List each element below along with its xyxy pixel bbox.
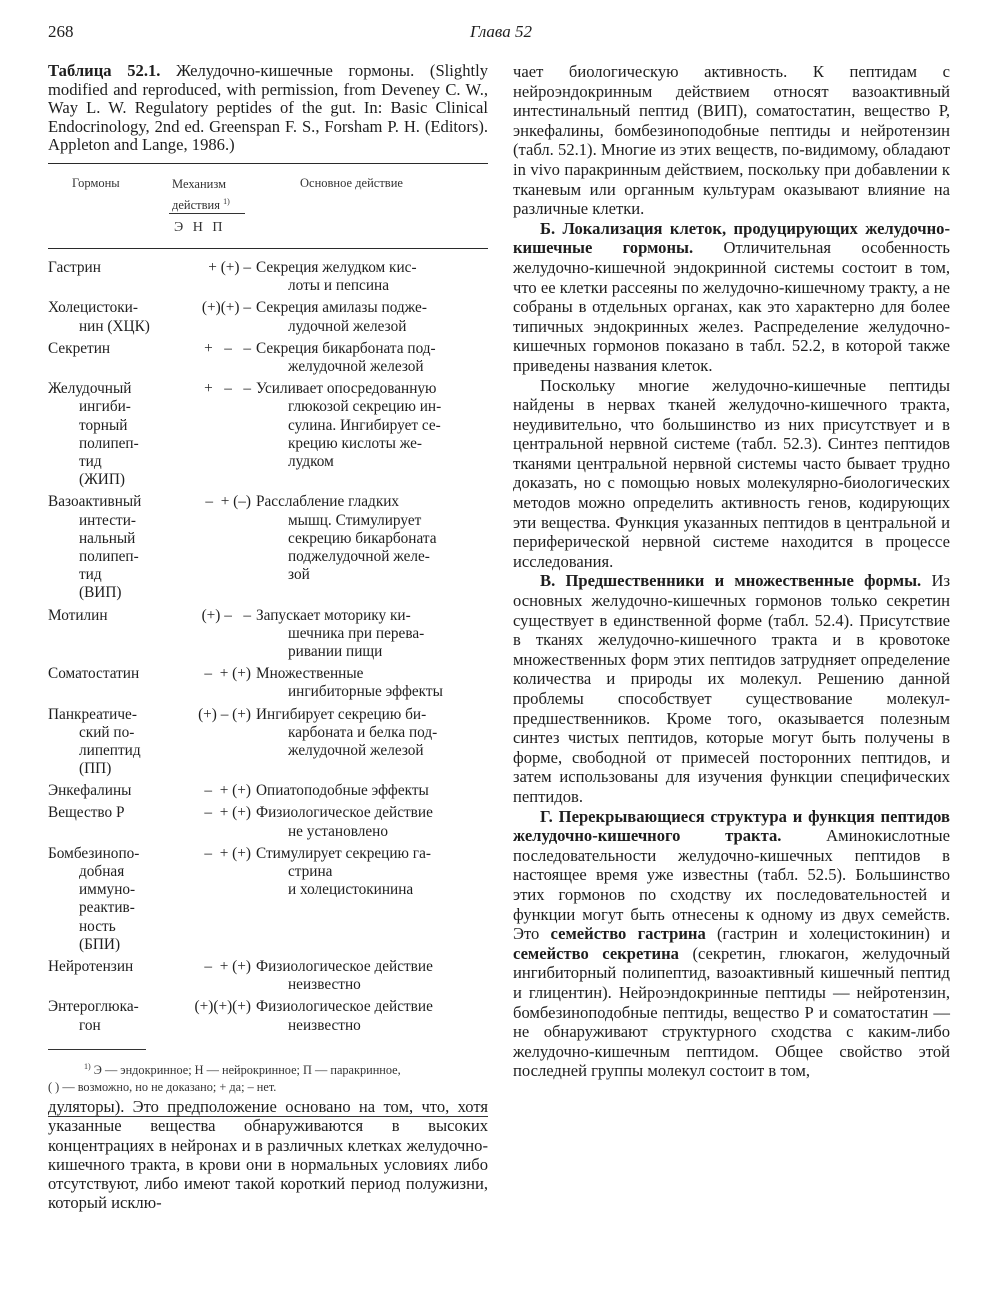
table-caption-text: Желудочно-кишечные гормоны. (Slightly modified and reproduced, with permission, from Deveney C. W., Way L. W. Regulatory peptides of the gut. In: Basic Clinical Endocrinology, 2nd ed. Greenspan F. S., Forsham P. H. (Editors). Appleton and Lange, 1986.)	[48, 61, 489, 155]
table-row	[48, 706, 488, 783]
left-body-text: дуляторы). Это предположение основано на том, что, хотя указанные вещества обнаруживаются в высоких концентрациях в нейронах и в различных клетках желудочно-кишечного тракта, в крови они в нормальных условиях либо отсутствуют, либо имеют такой короткий период полужизни, который исклю-	[48, 1097, 488, 1213]
table-row	[48, 259, 488, 299]
mechanism-value: (+)(+)(+)	[194, 998, 251, 1016]
table-row	[48, 804, 488, 844]
column-header-action: Основное действие	[300, 175, 403, 190]
mechanism-value: – + (+)	[204, 844, 251, 862]
table-row	[48, 845, 488, 958]
page-number: 268	[48, 22, 74, 41]
action-description: Физиологическое действие неизвестно	[256, 958, 433, 994]
mechanism-value: (+) – –	[201, 606, 251, 624]
hormone-name: Желудочный ингиби- торный полипеп- тид (ЖИП)	[48, 380, 139, 489]
hormone-name: Энтероглюка- гон	[48, 998, 139, 1034]
section-b-heading: Б. Локализация клеток, продуцирующих желудочно-кишечные гормоны.	[513, 218, 950, 258]
table-caption-label: Таблица 52.1.	[48, 61, 161, 80]
table-row	[48, 299, 488, 339]
action-description: Усиливает опосредованную глюкозой секрецию ин- сулина. Ингибирует се- крецию кислоты же- лудком	[256, 380, 442, 470]
hormone-name: Секретин	[48, 339, 111, 357]
gastrin-family-term: семейство гастрина	[550, 924, 706, 944]
mechanism-value: (+) – (+)	[198, 705, 251, 723]
table-header	[48, 164, 488, 248]
mechanism-value: – + (–)	[205, 493, 251, 511]
table-row	[48, 958, 488, 998]
action-description: Множественные ингибиторные эффекты	[256, 665, 443, 701]
action-description: Секреция бикарбоната под- желудочной железой	[256, 339, 436, 375]
action-description: Секреция амилазы подже- лудочной железой	[256, 299, 427, 335]
mechanism-value: (+)(+) –	[201, 299, 251, 317]
mechanism-value: + (+) –	[208, 258, 251, 276]
table-row	[48, 607, 488, 666]
paragraph-section-g: Г. Перекрывающиеся структура и функция пептидов желудочно-кишечного тракта. Аминокислотные последовательности желудочно-кишечных пептидов в настоящее время уже известны (табл. 52.5). Большинство этих гормонов по сходству их последовательностей и функции могут быть отнесены к одному из двух семейств. Это семейство гастрина (гастрин и холецистокинин) и семейство секретина (секретин, глюкагон, желудочный ингибиторный полипептид, вазоактивный кишечный пептид и глицентин). Нейроэндокринные пептиды — нейротензин, бомбезиноподобные пептиды, вещество Р и соматостатин — не обнаруживают структурного сходства с каким-либо желудочно-кишечным пептидом. Общее свойство этой последней группы молекул состоит в том,	[513, 806, 951, 1081]
table-body	[48, 259, 488, 1039]
action-description: Физиологическое действие не установлено	[256, 804, 433, 840]
action-description: Физиологическое действие неизвестно	[256, 998, 433, 1034]
column-header-mechanism: Механизм действия $^{1)}$	[172, 176, 230, 213]
table-caption	[48, 62, 488, 155]
hormone-name: Бомбезинопо- добная иммуно- реактив- ность (БПИ)	[48, 844, 140, 953]
mechanism-value: + – –	[204, 380, 251, 398]
mechanism-subheader-rule	[169, 213, 245, 214]
hormone-name: Мотилин	[48, 606, 108, 624]
table-block	[48, 62, 488, 1117]
hormone-name: Нейротензин	[48, 958, 134, 976]
hormone-name: Энкефалины	[48, 782, 132, 800]
footnote-ref: 1)	[223, 196, 230, 206]
table-row	[48, 782, 488, 804]
secretin-family-term: семейство секретина	[513, 943, 679, 963]
hormone-name: Панкреатиче- ский по- липептид (ПП)	[48, 705, 141, 778]
table-row	[48, 998, 488, 1038]
running-head: Глава 52	[470, 22, 532, 41]
paragraph-3: Поскольку многие желудочно-кишечные пептиды найдены в нервах тканей желудочно-кишечного тракта, неудивительно, что большинство из них присутствует и в центральной нервной системе (табл. 52.3). Синтез пептидов тканями центральной нервной системы часто бывает трудно доказать, но с помощью новых молекулярно-биологических методов можно определить активность генов, кодирующих эти вещества. Функция указанных пептидов в центральной и периферической нервной системе находится в процессе исследования.	[513, 375, 950, 571]
table-header-rule	[48, 248, 488, 249]
mechanism-value: – + (+)	[204, 804, 251, 822]
section-v-heading: В. Предшественники и множественные формы.	[540, 571, 922, 591]
mechanism-value: + – –	[204, 339, 251, 357]
action-description: Ингибирует секрецию би- карбоната и белка под- желудочной железой	[256, 705, 438, 759]
hormone-name: Холецистоки- нин (ХЦК)	[48, 299, 150, 335]
hormone-name: Вещество Р	[48, 804, 125, 822]
action-description: Опиатоподобные эффекты	[256, 782, 429, 800]
mechanism-value: – + (+)	[204, 665, 251, 683]
mechanism-value: – + (+)	[204, 958, 251, 976]
action-description: Секреция желудком кис- лоты и пепсина	[256, 258, 417, 295]
paragraph-section-v: В. Предшественники и множественные формы. Из основных желудочно-кишечных гормонов только секретин существует в единственной форме (табл. 52.4). Присутствие в тканях желудочно-кишечного тракта и в кровотоке множественных форм этих пептидов затрудняет определение количества и природы их молекул. Решению данной проблемы способствует существование молекул-предшественников. Кроме того, оказывается полезным синтез чистых пептидов, которые могут быть получены в форме, свободной от примесей посторонних пептидов, и затем использованы для изучения функции специфических пептидов.	[513, 571, 950, 806]
mechanism-value: – + (+)	[204, 782, 251, 800]
section-g-heading: Г. Перекрывающиеся структура и функция пептидов желудочно-кишечного тракта.	[513, 806, 950, 846]
table-footnote: $^{1)}$ Э — эндокринное; Н — нейрокринное; П — паракринное, ( ) — возможно, но не доказано; + да; – нет.	[48, 1061, 401, 1094]
column-header-hormones: Гормоны	[72, 175, 120, 190]
action-description: Запускает моторику ки- шечника при перева- ривании пищи	[256, 606, 425, 660]
table-row	[48, 493, 488, 606]
paragraph-1: чает биологическую активность. К пептидам с нейроэндокринным действием относят вазоактивный интестинальный пептид (ВИП), соматостатин, вещество Р, энкефалины, бомбезиноподобные пептиды и нейротензин (табл. 52.1). Многие из этих веществ, по-видимому, обладают in vivo паракринным действием, поскольку при добавлении к тканевым или органным культурам оказывают влияние на различные клетки.	[513, 62, 950, 219]
right-column	[513, 62, 950, 1081]
action-description: Стимулирует секрецию га- стрина и холецистокинина	[256, 844, 431, 899]
table-row	[48, 665, 488, 705]
table-row	[48, 380, 488, 493]
footnote-rule	[48, 1049, 146, 1050]
column-subheader-enp: Э Н П	[174, 219, 223, 235]
paragraph-section-b: Б. Локализация клеток, продуцирующих желудочно-кишечные гормоны. Отличительная особенность желудочно-кишечной эндокринной системы состоит в том, что ее клетки рассеяны по желудочно-кишечному тракту, а не собраны в отдельных органах, как это характерно для более типичных эндокринных желез. Распределение желудочно-кишечных гормонов показано в табл. 52.2, в которой также приведены названия клеток.	[513, 218, 950, 375]
action-description: Расслабление гладких мышц. Стимулирует секрецию бикарбоната поджелудочной желе- зой	[256, 493, 437, 584]
hormone-name: Вазоактивный интести- нальный полипеп- тид (ВИП)	[48, 493, 142, 602]
hormone-name: Гастрин	[48, 258, 101, 276]
table-row	[48, 340, 488, 380]
hormone-name: Соматостатин	[48, 665, 140, 683]
